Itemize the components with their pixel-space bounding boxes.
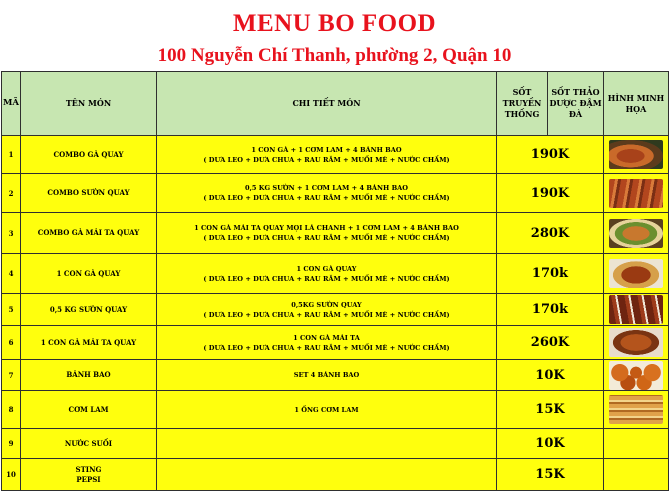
menu-address: 100 Nguyễn Chí Thanh, phường 2, Quận 10 bbox=[157, 45, 512, 66]
item-detail bbox=[157, 136, 497, 174]
item-price: 190K bbox=[497, 136, 604, 174]
table-row bbox=[2, 213, 669, 254]
item-detail-sides: ( DƯA LEO + DƯA CHUA + RAU RĂM + MUỐI MÈ + NƯỚC CHẤM) bbox=[203, 234, 450, 242]
item-detail-main: 1 CON GÀ + 1 CƠM LAM + 4 BÁNH BAO bbox=[251, 145, 402, 154]
item-number: 2 bbox=[2, 174, 21, 213]
table-row bbox=[2, 254, 669, 294]
item-price: 170k bbox=[497, 294, 604, 326]
item-image-cell bbox=[604, 254, 669, 294]
item-detail bbox=[157, 213, 497, 254]
item-detail-sides: ( DƯA LEO + DƯA CHUA + RAU RĂM + MUỐI MÈ + NƯỚC CHẤM) bbox=[203, 194, 450, 202]
item-number: 1 bbox=[2, 136, 21, 174]
item-number: 7 bbox=[2, 360, 21, 391]
item-image-cell bbox=[604, 326, 669, 360]
table-header-row bbox=[2, 72, 669, 136]
whole-roast-chicken-photo bbox=[609, 259, 663, 288]
item-name-line: PEPSI bbox=[76, 474, 101, 484]
item-number: 4 bbox=[2, 254, 21, 294]
table-row bbox=[2, 360, 669, 391]
item-name: 1 CON GÀ QUAY bbox=[21, 254, 157, 294]
item-detail-sides: ( DƯA LEO + DƯA CHUA + RAU RĂM + MUỐI MÈ + NƯỚC CHẤM) bbox=[203, 343, 450, 352]
item-price: 260K bbox=[497, 326, 604, 360]
table-row bbox=[2, 136, 669, 174]
column-header-image: HÌNH MINH HỌA bbox=[604, 72, 669, 136]
item-detail bbox=[157, 294, 497, 326]
item-detail bbox=[157, 459, 497, 491]
item-price: 190K bbox=[497, 174, 604, 213]
item-detail-sides: ( DƯA LEO + DƯA CHUA + RAU RĂM + MUỐI MÈ + NƯỚC CHẤM) bbox=[203, 155, 450, 164]
item-name: 0,5 KG SƯỜN QUAY bbox=[21, 294, 157, 326]
item-number: 3 bbox=[2, 213, 21, 254]
table-row bbox=[2, 174, 669, 213]
item-image-cell bbox=[604, 294, 669, 326]
item-name: BÁNH BAO bbox=[21, 360, 157, 391]
item-name-line: STING bbox=[75, 464, 102, 474]
item-price: 170k bbox=[497, 254, 604, 294]
item-detail-main: 0,5KG SƯỜN QUAY bbox=[291, 300, 362, 309]
item-number: 10 bbox=[2, 459, 21, 491]
item-image-cell bbox=[604, 174, 669, 213]
column-header-detail: CHI TIẾT MÓN bbox=[157, 72, 497, 136]
item-price: 10K bbox=[497, 360, 604, 391]
item-detail-main: SET 4 BÁNH BAO bbox=[293, 371, 360, 379]
table-row bbox=[2, 294, 669, 326]
steamed-buns-photo bbox=[609, 361, 663, 390]
item-detail-sides: ( DƯA LEO + DƯA CHUA + RAU RĂM + MUỐI MÈ + NƯỚC CHẤM) bbox=[203, 274, 450, 283]
roast-hen-photo bbox=[609, 328, 663, 357]
item-detail-main: 1 CON GÀ QUAY bbox=[296, 264, 357, 273]
item-detail-main: 1 CON GÀ MÁI TA QUAY MỌI LÁ CHANH + 1 CƠM LAM + 4 BÁNH BAO bbox=[194, 224, 459, 232]
hen-combo-photo bbox=[609, 219, 663, 248]
roast-chicken-combo-photo bbox=[609, 140, 663, 169]
item-number: 6 bbox=[2, 326, 21, 360]
item-name: COMBO GÀ MÁI TA QUAY bbox=[21, 213, 157, 254]
item-detail bbox=[157, 360, 497, 391]
item-name: 1 CON GÀ MÁI TA QUAY bbox=[21, 326, 157, 360]
item-name bbox=[21, 459, 157, 491]
table-row bbox=[2, 326, 669, 360]
table-row bbox=[2, 429, 669, 459]
item-detail bbox=[157, 174, 497, 213]
item-image-cell bbox=[604, 213, 669, 254]
item-price: 10K bbox=[497, 429, 604, 459]
item-detail bbox=[157, 429, 497, 459]
item-image-cell bbox=[604, 429, 669, 459]
item-price: 15K bbox=[497, 459, 604, 491]
item-price: 280K bbox=[497, 213, 604, 254]
item-detail bbox=[157, 254, 497, 294]
roast-ribs-combo-photo bbox=[609, 179, 663, 208]
item-name: COMBO GÀ QUAY bbox=[21, 136, 157, 174]
column-header-sauce-traditional: SỐT TRUYỀN THỐNG bbox=[497, 72, 548, 136]
item-image-cell bbox=[604, 360, 669, 391]
item-number: 5 bbox=[2, 294, 21, 326]
item-name: NƯỚC SUỐI bbox=[21, 429, 157, 459]
table-row bbox=[2, 391, 669, 429]
item-detail-main: 1 CON GÀ MÁI TA bbox=[293, 333, 360, 342]
item-detail-sides: ( DƯA LEO + DƯA CHUA + RAU RĂM + MUỐI MÈ + NƯỚC CHẤM) bbox=[203, 310, 450, 319]
item-detail-main: 0,5 KG SƯỜN + 1 CƠM LAM + 4 BÁNH BAO bbox=[244, 184, 409, 192]
item-detail bbox=[157, 326, 497, 360]
item-number: 9 bbox=[2, 429, 21, 459]
column-header-sauce-herbal: SỐT THẢO DƯỢC ĐẬM ĐÀ bbox=[548, 72, 604, 136]
item-image-cell bbox=[604, 136, 669, 174]
item-image-cell bbox=[604, 391, 669, 429]
roast-ribs-photo bbox=[609, 295, 663, 324]
item-price: 15K bbox=[497, 391, 604, 429]
item-detail-main: 1 ỐNG CƠM LAM bbox=[294, 405, 359, 414]
item-name: COMBO SƯỜN QUAY bbox=[21, 174, 157, 213]
item-detail bbox=[157, 391, 497, 429]
menu-title: MENU BO FOOD bbox=[232, 10, 437, 37]
menu-table bbox=[1, 71, 669, 491]
column-header-name: TÊN MÓN bbox=[21, 72, 157, 136]
item-image-cell bbox=[604, 459, 669, 491]
column-header-no: MÃ bbox=[2, 72, 21, 136]
item-name: CƠM LAM bbox=[21, 391, 157, 429]
bamboo-rice-photo bbox=[609, 395, 663, 424]
table-row bbox=[2, 459, 669, 491]
item-number: 8 bbox=[2, 391, 21, 429]
